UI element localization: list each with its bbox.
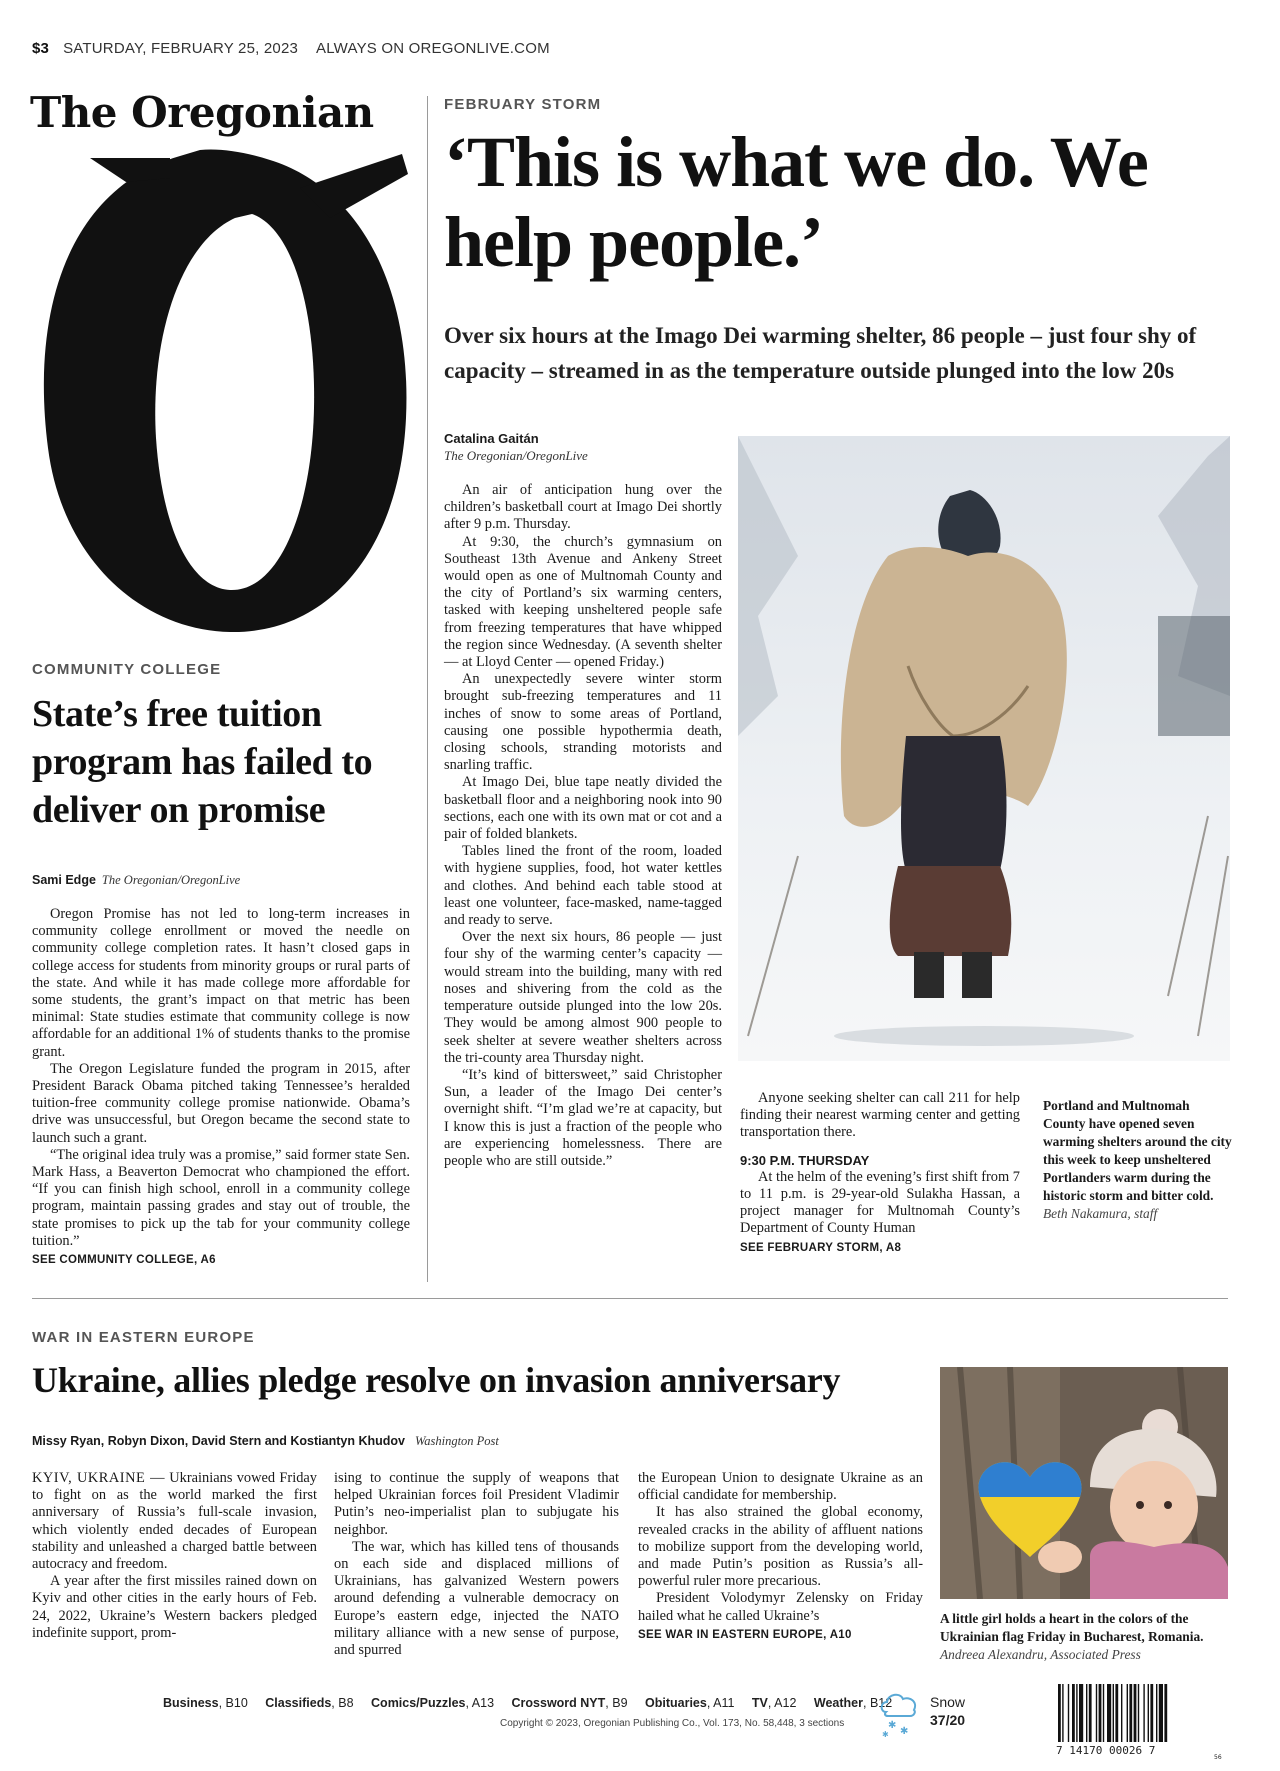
paragraph-text: Ukrainians vowed Friday to fight on as the world marked the first anniversary of Russia’s full-scale invasion, which violently ended decades of European stability and unleashed a charged battle between autocracy and freedom. (32, 1470, 317, 1573)
barcode-bar (1089, 1684, 1092, 1742)
index-item[interactable]: Obituaries, A11 (645, 1696, 735, 1710)
barcode-issue: 56 (1214, 1754, 1222, 1760)
barcode-bar (1079, 1684, 1083, 1742)
paragraph: A year after the first missiles rained down on Kyiv and other cities in the early hours of Feb. 24, 2022, Ukraine’s Western backers pledged indefinite support, prom- (32, 1573, 317, 1641)
index-item[interactable]: Business, B10 (163, 1696, 248, 1710)
lead-kicker: FEBRUARY STORM (444, 96, 602, 113)
barcode-bar (1164, 1684, 1167, 1742)
lead-publication: The Oregonian/OregonLive (444, 448, 588, 463)
lead-author: Catalina Gaitán (444, 431, 539, 446)
index-section: TV (751, 1696, 768, 1710)
barcode-bar (1156, 1684, 1157, 1742)
cc-publication: The Oregonian/OregonLive (101, 873, 241, 887)
svg-text:✱: ✱ (888, 1720, 897, 1731)
paragraph: The war, which has killed tens of thousands on each side and displaced millions of Ukrainians, has galvanized Western powers around defending a vulnerable democracy on Europe’s eastern edge, injected the NATO military alliance with a new sense of purpose, and spurred (334, 1538, 619, 1659)
section-subhead: 9:30 P.M. THURSDAY (740, 1152, 870, 1168)
paragraph: An unexpectedly severe winter storm brought sub-freezing temperatures and 11 inches of snow to some areas of Portland, causing one possible hypothermia death, closing schools, stranding motorists and snarling traffic. (444, 671, 722, 774)
svg-text:✱: ✱ (882, 1730, 889, 1738)
lead-body-column-1 (444, 482, 722, 1170)
section-index (163, 1696, 906, 1710)
weather-condition: Snow (930, 1694, 966, 1710)
barcode-bar (1134, 1684, 1137, 1742)
edition-date: SATURDAY, FEBRUARY 25, 2023 (63, 40, 299, 57)
barcode-bar (1129, 1684, 1132, 1742)
index-item[interactable]: TV, A12 (751, 1696, 797, 1710)
website-tagline[interactable]: ALWAYS ON OREGONLIVE.COM (316, 40, 550, 57)
barcode-bar (1086, 1684, 1087, 1742)
paragraph: At the helm of the evening’s first shift from 7 to 11 p.m. is 29-year-old Sulakha Hassan, a project manager for Multnomah County’s Department of County Human (740, 1168, 1020, 1237)
continued-jump-link[interactable]: SEE WAR IN EASTERN EUROPE, A10 (638, 1628, 852, 1641)
paragraph: At 9:30, the church’s gymnasium on Southeast 13th Avenue and Ankeny Street would open as one of Multnomah County and the city of Portland’s six warming centers, tasked with keeping unsheltered people safe from freezing temperatures that have whipped the region since Wednesday. (A seventh shelter — at Lloyd Center — opened Friday.) (444, 533, 722, 671)
top-bar (32, 40, 550, 57)
paragraph: Oregon Promise has not led to long-term increases in community college enrollment or moved the needle on community college completion rates. It hasn’t closed gaps in college access for students from minority groups or rural parts of the state. And while it has made college more affordable for some students, the grant’s impact on that metric has been minimal: State studies estimate that community college is now affordable for an additional 1% of students thanks to the promise grant. (32, 906, 410, 1060)
barcode-bar (1062, 1684, 1063, 1742)
paragraph: Over the next six hours, 86 people — just four shy of the warming center’s capacity — would stream into the building, many with red noses and shivering from the cold as the temperature outside plunged into the low 20s. They would be among almost 900 people to seek shelter at severe weather shelters across the tri-county area Thursday night. (444, 929, 722, 1066)
caption-text: Portland and Multnomah County have opened seven warming shelters around the city this week to keep unsheltered Portlanders warm during the historic storm and bitter cold. (1043, 1098, 1232, 1203)
barcode (1054, 1682, 1230, 1760)
column-divider (427, 96, 428, 1282)
barcode-digits: 7 14170 00026 7 (1056, 1744, 1156, 1757)
paragraph: “The original idea truly was a promise,” said former state Sen. Mark Hass, a Beaverton Democrat who championed the effort. “If you can finish high school, enroll in a community college program, maintain passing grades and stay out of trouble, the state promises to pick up the tab for your community college tuition.” (32, 1146, 410, 1249)
ukraine-byline (32, 1434, 499, 1449)
photo-credit: Beth Nakamura, staff (1043, 1206, 1158, 1221)
copyright-line: Copyright © 2023, Oregonian Publishing Co., Vol. 173, No. 58,448, 3 sections (500, 1718, 845, 1729)
ukraine-headline[interactable]: Ukraine, allies pledge resolve on invasion anniversary (32, 1360, 841, 1400)
index-page: A13 (471, 1696, 495, 1710)
index-page: B8 (338, 1696, 354, 1710)
paragraph (32, 1470, 317, 1573)
paragraph: “It’s kind of bittersweet,” said Christopher Sun, a leader of the Imago Dei center’s overnight shift. “I’m glad we’re at capacity, but I know this is just a fraction of the people who are experiencing homelessness. There are people who are still outside.” (444, 1066, 722, 1169)
paragraph: Anyone seeking shelter can call 211 for help finding their nearest warming center and getting transportation there. (740, 1090, 1020, 1141)
continued-jump-link[interactable]: SEE COMMUNITY COLLEGE, A6 (32, 1254, 216, 1267)
index-section: Crossword NYT (511, 1696, 606, 1710)
ukraine-kicker: WAR IN EASTERN EUROPE (32, 1329, 255, 1346)
index-page: A11 (713, 1696, 735, 1710)
barcode-bar (1096, 1684, 1097, 1742)
index-section: Business (163, 1696, 219, 1710)
masthead-title: The Oregonian (30, 88, 374, 137)
index-section: Obituaries (645, 1696, 707, 1710)
cc-body (32, 906, 410, 1269)
svg-text:✱: ✱ (900, 1726, 909, 1737)
index-item[interactable]: Classifieds, B8 (265, 1696, 354, 1710)
barcode-bar (1058, 1684, 1061, 1742)
index-page: B12 (869, 1696, 893, 1710)
paragraph: Tables lined the front of the room, loaded with hygiene supplies, food, hot water kettles and clothes. And behind each table stood at least one volunteer, face-masked, name-tagged and ready to serve. (444, 843, 722, 929)
ukraine-girl-photo (940, 1367, 1228, 1599)
barcode-bar (1143, 1684, 1144, 1742)
snow-cloud-icon (878, 1690, 920, 1738)
barcode-bar (1115, 1684, 1118, 1742)
barcode-bars (1058, 1684, 1167, 1742)
index-section: Weather (813, 1696, 863, 1710)
ukraine-body-column-1 (32, 1470, 317, 1642)
barcode-bar (1121, 1684, 1122, 1742)
snow-walker-photo (738, 436, 1230, 1061)
paragraph: It has also strained the global economy, revealed cracks in the ability of affluent nations to mobilize support from the developing world, and made Putin’s position as Russia’s all-powerful ruler more precarious. (638, 1504, 923, 1590)
ukraine-photo-caption (940, 1610, 1232, 1664)
index-page: B10 (225, 1696, 248, 1710)
index-item[interactable]: Weather, B12 (813, 1696, 893, 1710)
continued-jump-link[interactable]: SEE FEBRUARY STORM, A8 (740, 1241, 902, 1254)
barcode-bar (1068, 1684, 1069, 1742)
ukraine-body-column-2 (334, 1470, 619, 1659)
barcode-bar (1127, 1684, 1128, 1742)
paragraph: An air of anticipation hung over the children’s basketball court at Imago Dei shortly after 9 p.m. Thursday. (444, 482, 722, 533)
lead-photo-caption (1043, 1097, 1233, 1223)
lead-body-column-2 (740, 1090, 1020, 1257)
index-section: Classifieds (265, 1696, 332, 1710)
lead-byline (444, 430, 588, 464)
lead-headline[interactable]: ‘This is what we do. We help people.’ (444, 122, 1148, 282)
barcode-bar (1138, 1684, 1139, 1742)
barcode-bar (1076, 1684, 1077, 1742)
paragraph: the European Union to designate Ukraine as an official candidate for membership. (638, 1470, 923, 1504)
barcode-bar (1099, 1684, 1102, 1742)
barcode-bar (1159, 1684, 1163, 1742)
cc-byline (32, 873, 240, 888)
barcode-bar (1103, 1684, 1104, 1742)
ukraine-publication: Washington Post (414, 1434, 499, 1448)
index-item[interactable]: Crossword NYT, B9 (511, 1696, 628, 1710)
index-page: A12 (774, 1696, 797, 1710)
index-page: B9 (612, 1696, 628, 1710)
paragraph: At Imago Dei, blue tape neatly divided the basketball floor and a neighboring nook into 90 sections, each one with its own mat or cot and a pair of folded blankets. (444, 774, 722, 843)
paragraph: The Oregon Legislature funded the program in 2015, after President Barack Obama pitched taking Tennessee’s heralded tuition-free community college promise nationwide. Obama’s drive was unsuccessful, but Oregon became the second state to launch such a grant. (32, 1060, 410, 1146)
paragraph: President Volodymyr Zelensky on Friday hailed what he called Ukraine’s (638, 1590, 923, 1624)
weather-temps: 37/20 (930, 1712, 966, 1728)
barcode-bar (1113, 1684, 1114, 1742)
cc-headline[interactable]: State’s free tuition program has failed to deliver on promise (32, 693, 373, 831)
index-item[interactable]: Comics/Puzzles, A13 (371, 1696, 495, 1710)
lead-deck: Over six hours at the Imago Dei warming shelter, 86 people – just four shy of capacity – streamed in as the temperature outside plunged into the low 20s (444, 323, 1197, 383)
ukraine-body-column-3 (638, 1470, 923, 1644)
index-section: Comics/Puzzles (371, 1696, 466, 1710)
barcode-bar (1107, 1684, 1111, 1742)
barcode-bar (1072, 1684, 1075, 1742)
price: $3 (32, 40, 50, 57)
barcode-bar (1148, 1684, 1149, 1742)
barcode-bar (1150, 1684, 1153, 1742)
ukraine-authors: Missy Ryan, Robyn Dixon, David Stern and Kostiantyn Khudov (32, 1434, 405, 1448)
caption-text: A little girl holds a heart in the colors of the Ukrainian flag Friday in Bucharest, Romania. (940, 1611, 1204, 1644)
paragraph: ising to continue the supply of weapons that helped Ukrainian forces foil President Vladimir Putin’s neo-imperialist plan to subjugate his neighbor. (334, 1470, 619, 1538)
weather-forecast (930, 1693, 965, 1729)
cc-kicker: COMMUNITY COLLEGE (32, 661, 222, 678)
photo-credit: Andreea Alexandru, Associated Press (940, 1647, 1141, 1662)
dateline: KYIV, UKRAINE — (32, 1470, 165, 1486)
masthead-o-logo (30, 148, 410, 638)
cc-author: Sami Edge (32, 873, 96, 887)
section-divider (32, 1298, 1228, 1299)
